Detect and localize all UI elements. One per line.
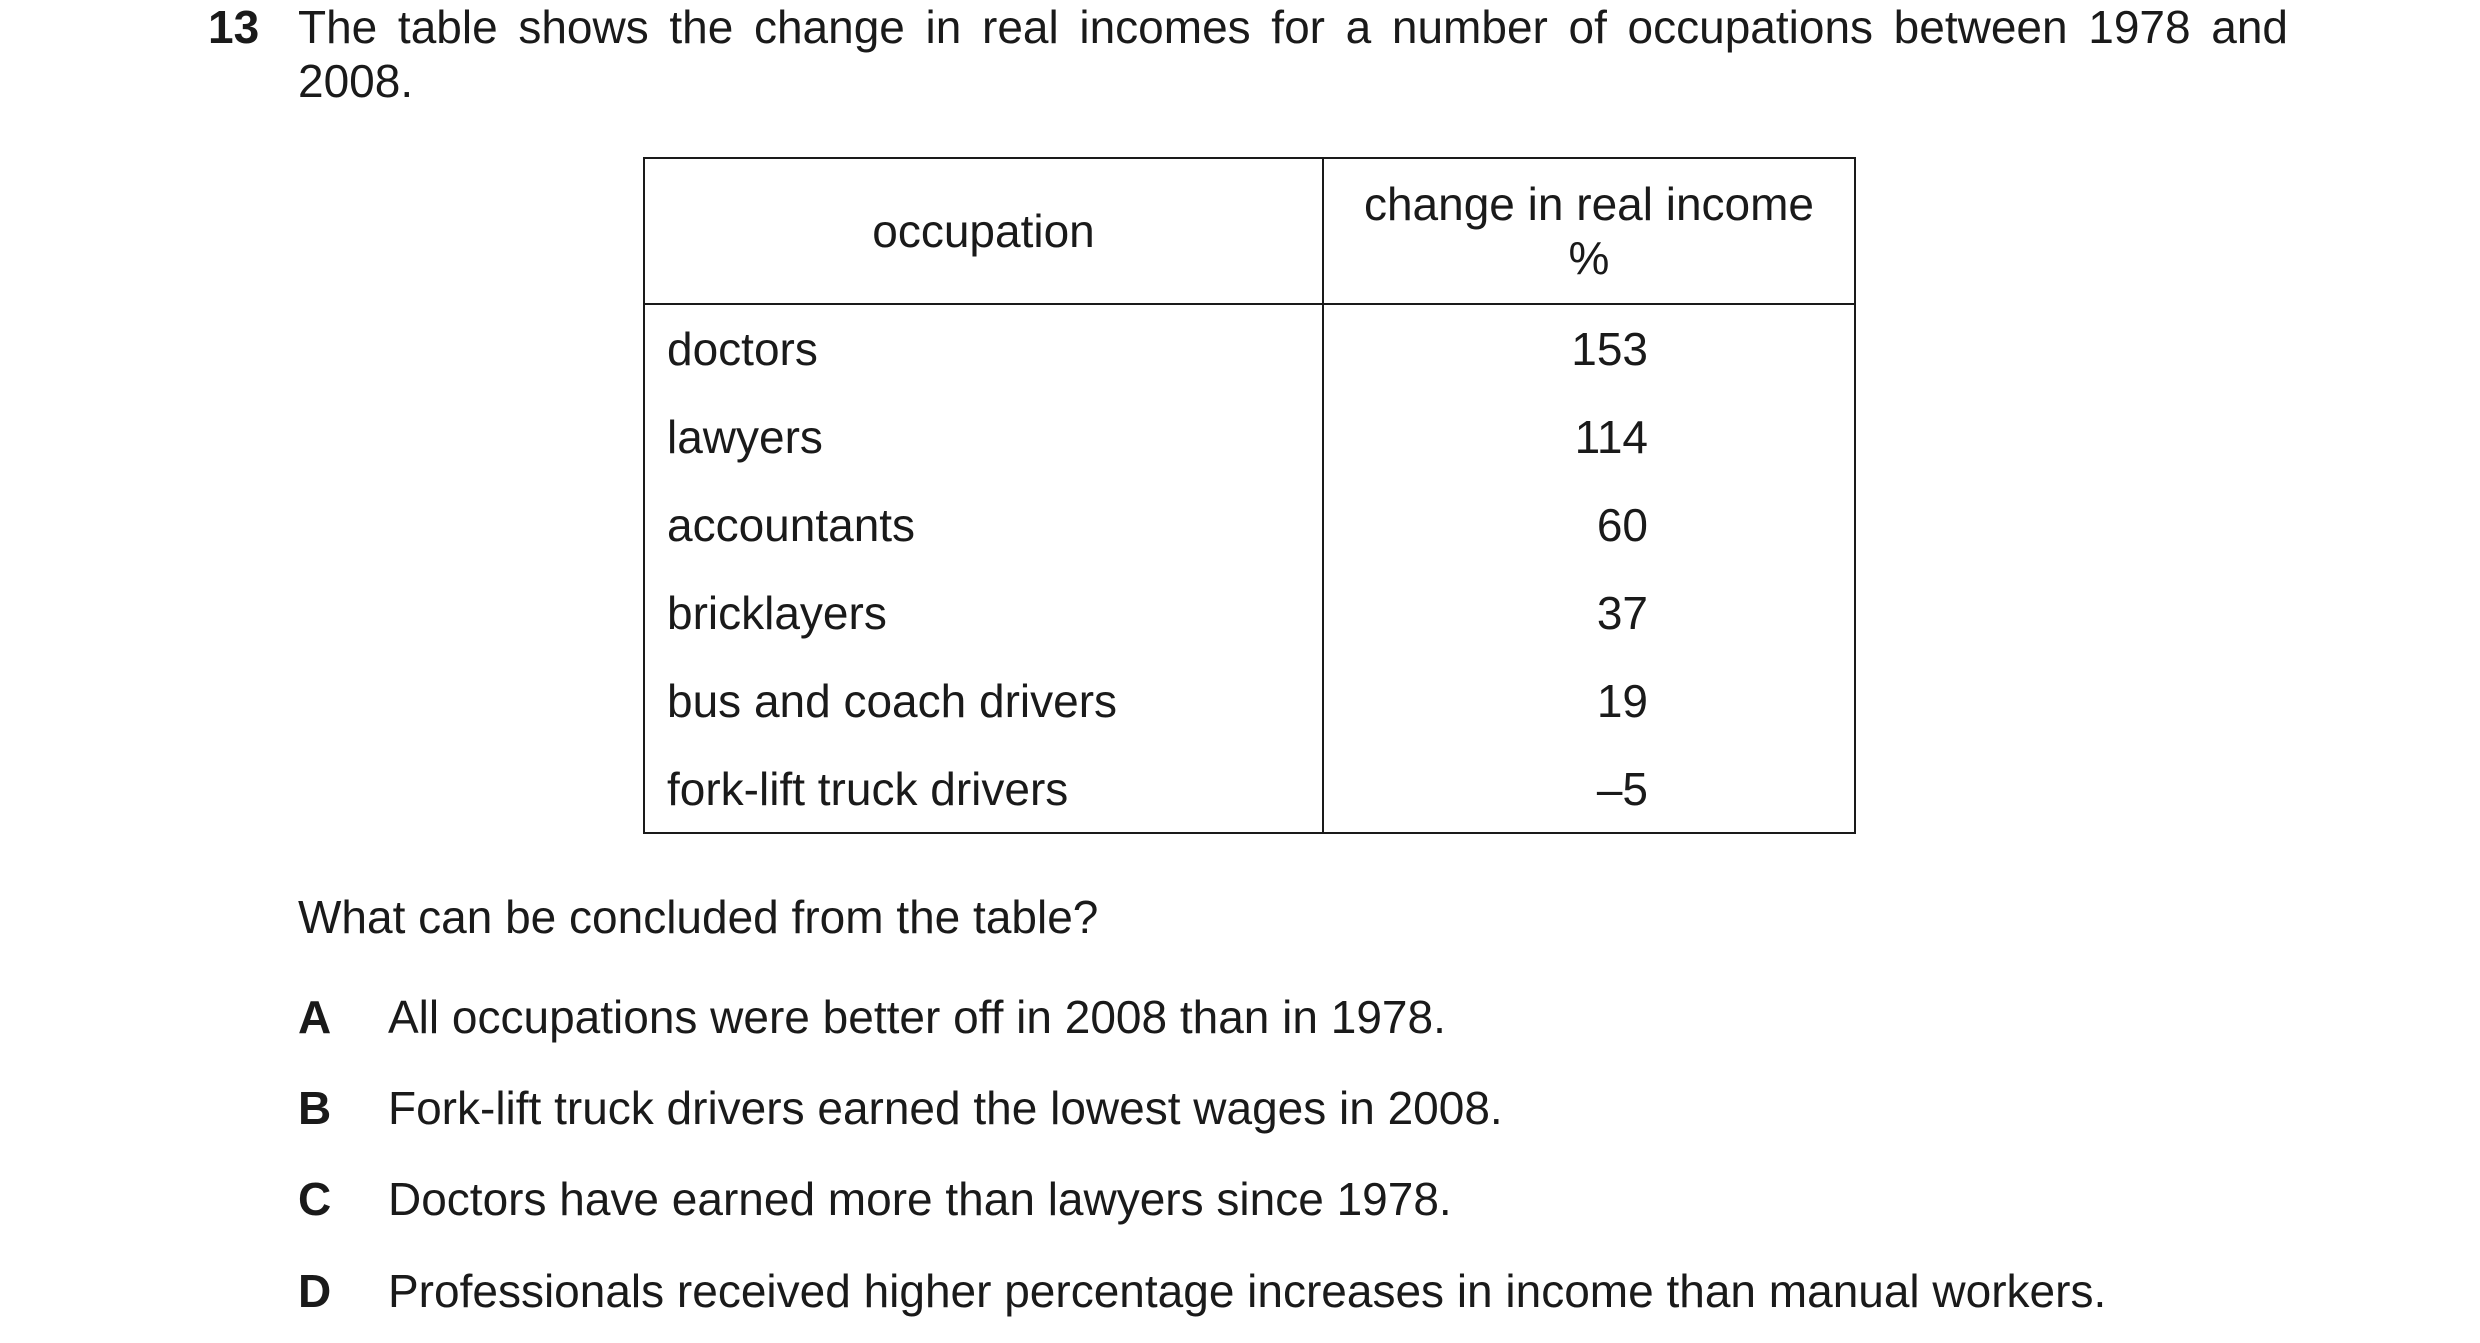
option-text: Professionals received higher percentage increases in income than manual workers. [388, 1265, 2107, 1317]
option-c[interactable] [298, 1172, 1452, 1226]
change-cell: 153 [1571, 323, 1648, 375]
option-letter: A [298, 991, 332, 1043]
change-cell: 60 [1596, 499, 1648, 551]
income-table [643, 157, 1856, 834]
occupation-cell: doctors [667, 323, 818, 375]
option-text: All occupations were better off in 2008 than in 1978. [388, 991, 1446, 1043]
table-row [645, 569, 1854, 657]
header-change-unit: % [1568, 232, 1610, 284]
occupation-cell: bricklayers [667, 587, 887, 639]
question-prompt: What can be concluded from the table? [298, 891, 1099, 943]
option-d[interactable] [298, 1264, 2106, 1318]
option-b[interactable] [298, 1081, 1503, 1135]
option-text: Fork-lift truck drivers earned the lowest wages in 2008. [388, 1082, 1503, 1134]
header-change-label: change in real income [1363, 178, 1815, 230]
table-row [645, 745, 1854, 833]
table-row [645, 481, 1854, 569]
header-occupation: occupation [872, 205, 1095, 257]
change-cell: 114 [1574, 411, 1648, 463]
occupation-cell: bus and coach drivers [667, 675, 1118, 727]
occupation-cell: lawyers [667, 411, 823, 463]
occupation-cell: fork-lift truck drivers [667, 763, 1069, 815]
table-row [645, 305, 1854, 393]
table-row [645, 657, 1854, 745]
question-stem: The table shows the change in real incomes for a number of occupations between 1978 and 2008. [298, 1, 2288, 107]
table-body [645, 305, 1854, 833]
option-letter: C [298, 1173, 332, 1225]
option-text: Doctors have earned more than lawyers since 1978. [388, 1173, 1452, 1225]
option-letter: D [298, 1265, 332, 1317]
occupation-cell: accountants [667, 499, 916, 551]
change-cell: –5 [1596, 763, 1648, 815]
option-a[interactable] [298, 990, 1446, 1044]
question-number: 13 [208, 1, 260, 53]
header-change [1324, 159, 1854, 303]
change-cell: 37 [1596, 587, 1648, 639]
change-cell: 19 [1596, 675, 1648, 727]
option-letter: B [298, 1082, 332, 1134]
table-row [645, 393, 1854, 481]
